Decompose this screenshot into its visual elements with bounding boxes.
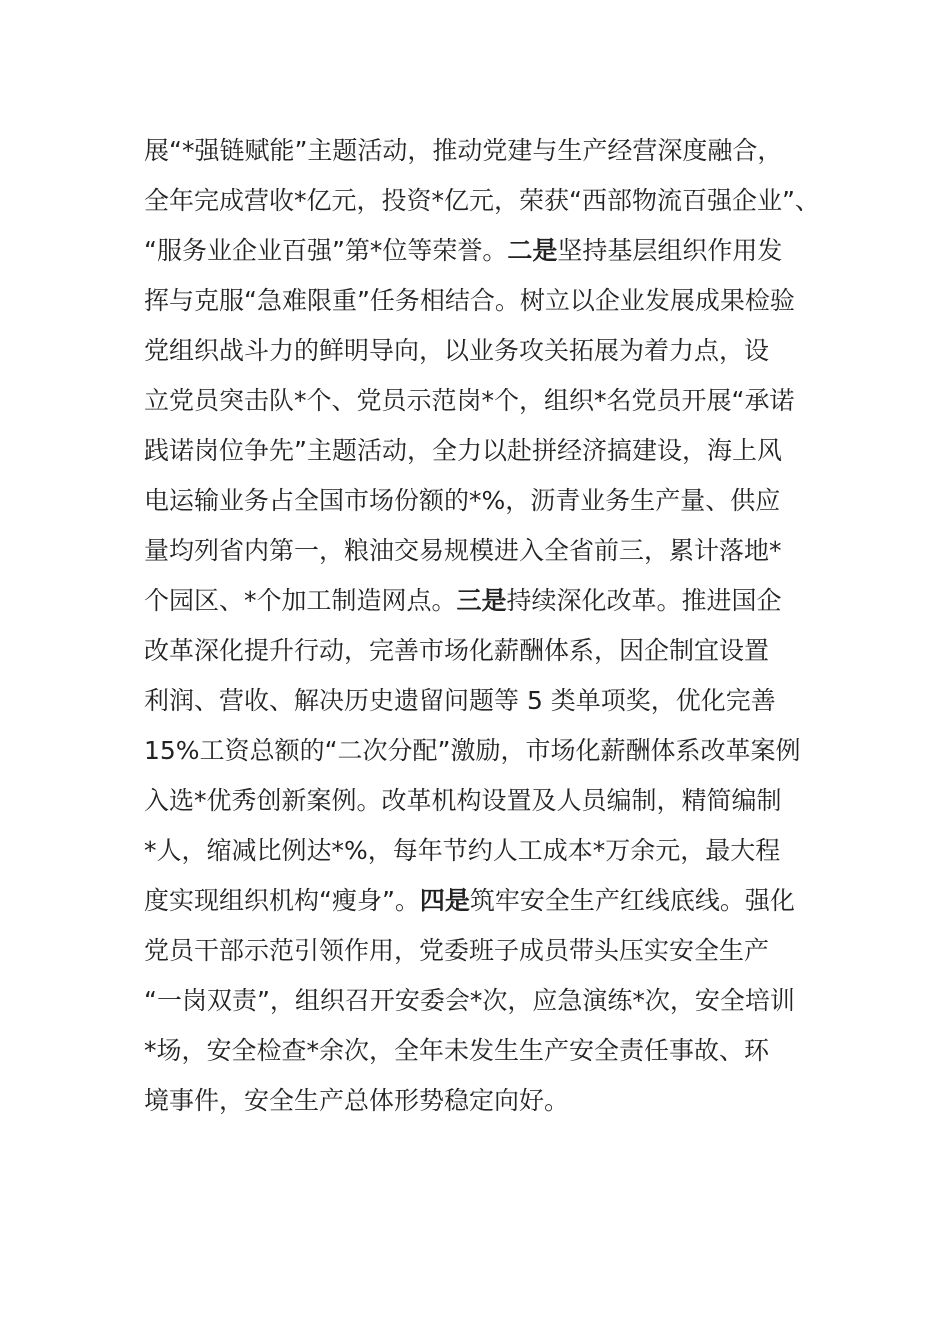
text-run: 党组织战斗力的鲜明导向，以业务攻关拓展为着力点，设	[144, 336, 770, 365]
text-run: 坚持基层组织作用发	[557, 236, 783, 265]
paragraph-line	[144, 726, 824, 776]
paragraph-line	[144, 376, 824, 426]
text-run: 党员干部示范引领作用，党委班子成员带头压实安全生产	[144, 936, 770, 965]
paragraph-line	[144, 526, 824, 576]
text-run: 全年完成营收*亿元，投资*亿元，荣获“西部物流百强企业”、	[144, 186, 820, 215]
paragraph-line	[144, 776, 824, 826]
text-run: “一岗双责”，组织召开安委会*次，应急演练*次，安全培训	[144, 986, 795, 1015]
text-run: 利润、营收、解决历史遗留问题等 5 类单项奖，优化完善	[144, 686, 776, 715]
text-run: 15%工资总额的“二次分配”激励，市场化薪酬体系改革案例	[144, 736, 801, 765]
paragraph-line	[144, 976, 824, 1026]
text-run: 展“*强链赋能”主题活动，推动党建与生产经营深度融合，	[144, 136, 783, 165]
bold-keyword: 二是	[507, 236, 558, 265]
paragraph-line	[144, 226, 824, 276]
bold-keyword: 四是	[419, 886, 470, 915]
text-run: 入选*优秀创新案例。改革机构设置及人员编制，精简编制	[144, 786, 782, 815]
text-run: 筑牢安全生产红线底线。强化	[469, 886, 795, 915]
paragraph-line	[144, 676, 824, 726]
text-run: 境事件，安全生产总体形势稳定向好。	[144, 1086, 570, 1115]
paragraph-line	[144, 126, 824, 176]
paragraph-line	[144, 876, 824, 926]
text-run: 电运输业务占全国市场份额的*%，沥青业务生产量、供应	[144, 486, 781, 515]
text-run: 度实现组织机构“瘦身”。	[144, 886, 420, 915]
paragraph-line	[144, 626, 824, 676]
paragraph-line	[144, 826, 824, 876]
text-run: *人，缩减比例达*%，每年节约人工成本*万余元，最大程	[144, 836, 781, 865]
text-run: 持续深化改革。推进国企	[506, 586, 782, 615]
body-paragraph	[144, 126, 824, 1126]
paragraph-line	[144, 926, 824, 976]
paragraph-line	[144, 576, 824, 626]
paragraph-line	[144, 326, 824, 376]
paragraph-line	[144, 1026, 824, 1076]
text-run: 个园区、*个加工制造网点。	[144, 586, 457, 615]
text-run: 践诺岗位争先”主题活动，全力以赴拼经济搞建设，海上风	[144, 436, 782, 465]
text-run: *场，安全检查*余次，全年未发生生产安全责任事故、环	[144, 1036, 770, 1065]
paragraph-line	[144, 176, 824, 226]
paragraph-line	[144, 276, 824, 326]
paragraph-line	[144, 426, 824, 476]
text-run: 立党员突击队*个、党员示范岗*个，组织*名党员开展“承诺	[144, 386, 795, 415]
paragraph-line	[144, 1076, 824, 1126]
paragraph-line	[144, 476, 824, 526]
text-run: 挥与克服“急难限重”任务相结合。树立以企业发展成果检验	[144, 286, 795, 315]
text-run: 改革深化提升行动，完善市场化薪酬体系，因企制宜设置	[144, 636, 770, 665]
bold-keyword: 三是	[456, 586, 507, 615]
text-run: “服务业企业百强”第*位等荣誉。	[144, 236, 508, 265]
text-run: 量均列省内第一，粮油交易规模进入全省前三，累计落地*	[144, 536, 782, 565]
